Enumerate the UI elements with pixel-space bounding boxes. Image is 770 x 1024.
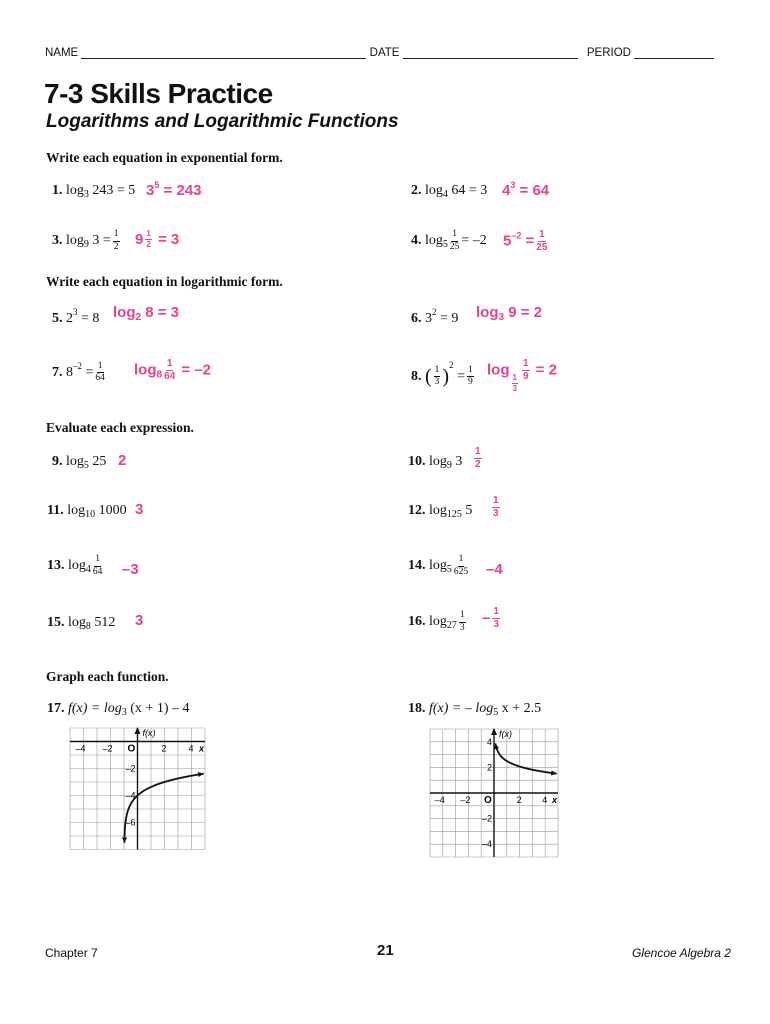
origin-label: O xyxy=(484,795,492,806)
x-tick-label: 4 xyxy=(542,795,548,805)
y-tick-label: –2 xyxy=(482,813,493,824)
problem-18: 18. f(x) = – $\log_5 x + 2.5$ xyxy=(408,701,542,718)
period-field[interactable] xyxy=(634,46,714,59)
y-tick-label: –4 xyxy=(482,839,493,850)
graph-18 xyxy=(427,724,565,864)
x-axis-label: x xyxy=(199,743,205,754)
problem-8: 8. ( $\frac{1}{3}$ )$^2$ = $\frac{1}{9}$ xyxy=(411,360,473,388)
y-tick-label: 4 xyxy=(487,736,493,747)
problem-3: 3. $\log_9 3$ = $\frac{1}{2}$ xyxy=(52,229,119,252)
answer-3: 9 $\frac{1}{2}$ = 3 xyxy=(135,229,180,249)
function-curve xyxy=(495,743,556,773)
problem-9: 9. $\log_5 25$ xyxy=(52,454,107,471)
answer-4: $5^{-2}$ = $\frac{1}{25}$ xyxy=(503,229,548,253)
answer-5: $\log_2 8 = 3$ xyxy=(113,304,180,323)
curve-arrow-start xyxy=(122,837,127,843)
problem-7: 7. $8^{-2}$ = $\frac{1}{64}$ xyxy=(52,360,105,384)
answer-1: $3^5 = 243$ xyxy=(146,180,202,199)
problem-12: 12. $\log_{125} 5$ xyxy=(408,503,473,520)
period-label: PERIOD xyxy=(586,47,631,59)
problem-13: 13. $\log_4$ $\frac{1}{64}$ xyxy=(47,554,103,577)
problem-6: 6. $3^2 = 9$ xyxy=(411,307,459,326)
page-title: 7-3 Skills Practice xyxy=(44,78,273,109)
y-tick-label: –6 xyxy=(125,817,136,828)
answer-11: 3 xyxy=(135,501,144,518)
name-field[interactable] xyxy=(81,46,366,59)
answer-10: $\frac{1}{2}$ xyxy=(475,446,481,470)
instruction-graph: Graph each function. xyxy=(46,669,169,684)
y-tick-label: –4 xyxy=(125,790,136,801)
x-tick-label: 2 xyxy=(161,743,167,754)
problem-11: 11. $\log_{10} 1000$ xyxy=(47,503,127,520)
problem-5: 5. $2^3 = 8$ xyxy=(52,307,100,326)
x-axis-label: x xyxy=(552,795,558,805)
problem-15: 15. $\log_8 512$ xyxy=(47,615,116,632)
instruction-logarithmic: Write each equation in logarithmic form. xyxy=(46,274,283,289)
answer-12: $\frac{1}{3}$ xyxy=(493,495,499,519)
footer-book: Glencoe Algebra 2 xyxy=(632,946,731,960)
footer-page-number: 21 xyxy=(377,942,394,959)
answer-8: log $\frac{1}{3}$ $\frac{1}{9}$ = 2 xyxy=(487,358,557,394)
graph-17 xyxy=(66,724,216,864)
instruction-evaluate: Evaluate each expression. xyxy=(46,420,194,435)
problem-17: 17. $f(x) = \log_3 (x + 1) - 4$ xyxy=(47,701,190,718)
problem-4: 4. $\log_5$ $\frac{1}{25}$ = –2 xyxy=(411,229,487,252)
name-label: NAME xyxy=(45,47,79,59)
answer-13: –3 xyxy=(122,561,139,578)
y-tick-label: –2 xyxy=(125,763,136,774)
instruction-exponential: Write each equation in exponential form. xyxy=(46,150,283,165)
answer-15: 3 xyxy=(135,612,144,629)
date-field[interactable] xyxy=(403,46,578,59)
problem-16: 16. $\log_{27}$ $\frac{1}{3}$ xyxy=(408,610,465,633)
answer-16: – $\frac{1}{3}$ xyxy=(482,606,499,630)
x-tick-label: –2 xyxy=(460,795,471,805)
x-tick-label: 4 xyxy=(188,743,194,754)
x-tick-label: –2 xyxy=(102,743,113,754)
answer-14: –4 xyxy=(486,561,503,578)
problem-2: 2. $\log_4 64 = 3$ xyxy=(411,183,488,200)
answer-7: $\log_8$ $\frac{1}{64}$ = –2 xyxy=(134,358,211,382)
problem-14: 14. $\log_5$ $\frac{1}{625}$ xyxy=(408,554,469,577)
header xyxy=(45,46,725,59)
y-tick-label: 2 xyxy=(487,762,493,773)
problem-10: 10. $\log_9 3$ xyxy=(408,454,463,471)
date-label: DATE xyxy=(369,47,400,59)
page-subtitle: Logarithms and Logarithmic Functions xyxy=(46,111,399,132)
answer-6: $\log_3 9 = 2$ xyxy=(476,304,543,323)
x-tick-label: 2 xyxy=(516,795,522,805)
x-tick-label: –4 xyxy=(434,795,445,805)
footer-chapter: Chapter 7 xyxy=(45,946,98,960)
answer-9: 2 xyxy=(118,452,127,469)
answer-2: $4^3 = 64$ xyxy=(502,180,550,199)
y-axis-label: f(x) xyxy=(142,728,156,738)
y-axis-label: f(x) xyxy=(499,729,512,739)
x-tick-label: –4 xyxy=(75,743,86,754)
problem-1: 1. $\log_3 243 = 5$ xyxy=(52,183,136,200)
origin-label: O xyxy=(127,743,136,755)
